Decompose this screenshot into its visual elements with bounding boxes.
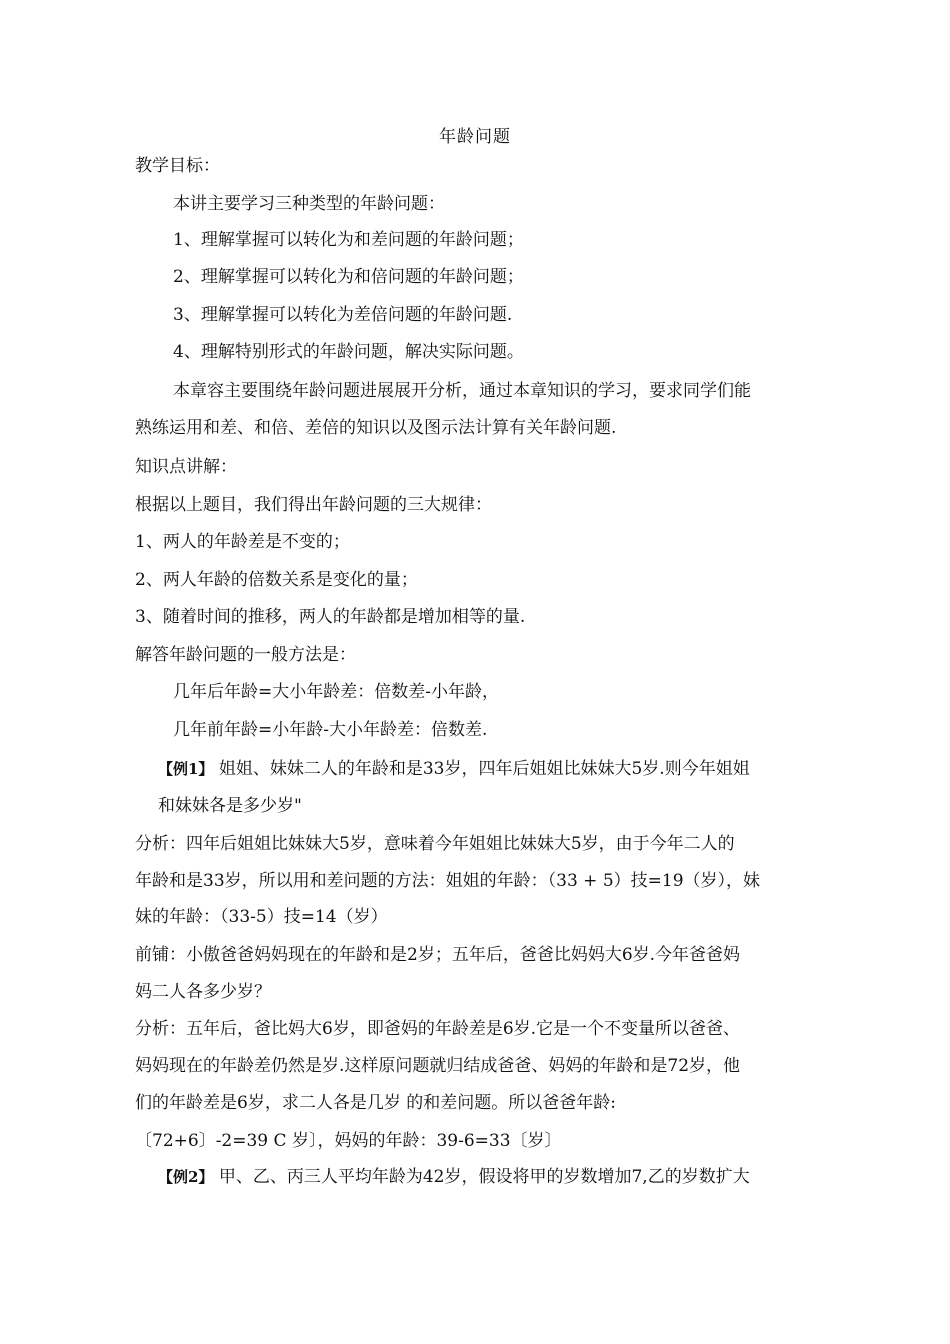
goal-item: 1、理解掌握可以转化为和差问题的年龄问题； [173, 230, 524, 250]
pre-exercise-line: 妈二人各多少岁？ [135, 982, 271, 1002]
analysis-line: 妹的年龄：（33-5）技=14（岁） [135, 907, 388, 927]
example-1-line [158, 757, 750, 781]
analysis-line: 分析：四年后姐姐比妹妹大5岁，意味着今年姐姐比妹妹大5岁，由于今年二人的 [135, 834, 735, 854]
goal-item: 4、理解特别形式的年龄问题，解决实际问题。 [173, 342, 524, 362]
goals-intro: 本讲主要学习三种类型的年龄问题： [173, 194, 445, 214]
analysis-line: 们的年龄差是6岁，求二人各是几岁 的和差问题。所以爸爸年龄: [135, 1093, 616, 1113]
rules-intro: 根据以上题目，我们得出年龄问题的三大规律： [135, 495, 492, 515]
analysis-line: 分析：五年后，爸比妈大6岁，即爸妈的年龄差是6岁.它是一个不变量所以爸爸、 [135, 1019, 741, 1039]
example-text: 姐姐、妹妹二人的年龄和是33岁，四年后姐姐比妹妹大5岁.则今年姐姐 [218, 759, 750, 779]
method-formula: 几年后年龄=大小年龄差：倍数差-小年龄， [173, 682, 499, 702]
analysis-line: 年龄和是33岁，所以用和差问题的方法：姐姐的年龄：（33 + 5）技=19（岁），妹 [135, 871, 761, 891]
example-2-line [158, 1165, 750, 1189]
goal-item: 3、理解掌握可以转化为差倍问题的年龄问题. [173, 305, 513, 325]
pre-exercise-line: 前铺：小傲爸爸妈妈现在的年龄和是2岁；五年后，爸爸比妈妈大6岁.今年爸爸妈 [135, 945, 741, 965]
analysis-line: 妈妈现在的年龄差仍然是岁.这样原问题就归结成爸爸、妈妈的年龄和是72岁，他 [135, 1056, 741, 1076]
example-tag: 【例2】 [158, 1168, 214, 1186]
method-heading: 解答年龄问题的一般方法是： [135, 645, 356, 665]
method-formula: 几年前年龄=小年龄-大小年龄差：倍数差. [173, 720, 488, 740]
rule-item: 3、随着时间的推移，两人的年龄都是增加相等的量. [135, 607, 526, 627]
example-1-line: 和妹妹各是多少岁" [158, 796, 302, 816]
summary-line: 本章容主要围绕年龄问题进展展开分析，通过本章知识的学习，要求同学们能 [173, 381, 751, 401]
goals-heading: 教学目标： [135, 156, 220, 176]
page-title: 年龄问题 [439, 127, 511, 147]
goal-item: 2、理解掌握可以转化为和倍问题的年龄问题； [173, 267, 524, 287]
rule-item: 2、两人年龄的倍数关系是变化的量； [135, 570, 418, 590]
rule-item: 1、两人的年龄差是不变的； [135, 532, 350, 552]
summary-line: 熟练运用和差、和倍、差倍的知识以及图示法计算有关年龄问题. [135, 418, 617, 438]
analysis-line: 〔72+6〕-2=39 C 岁〕，妈妈的年龄：39-6=33〔岁〕 [135, 1131, 562, 1151]
example-tag: 【例1】 [158, 760, 214, 778]
knowledge-heading: 知识点讲解： [135, 457, 237, 477]
example-text: 甲、乙、丙三人平均年龄为42岁，假设将甲的岁数增加7,乙的岁数扩大 [218, 1167, 750, 1187]
